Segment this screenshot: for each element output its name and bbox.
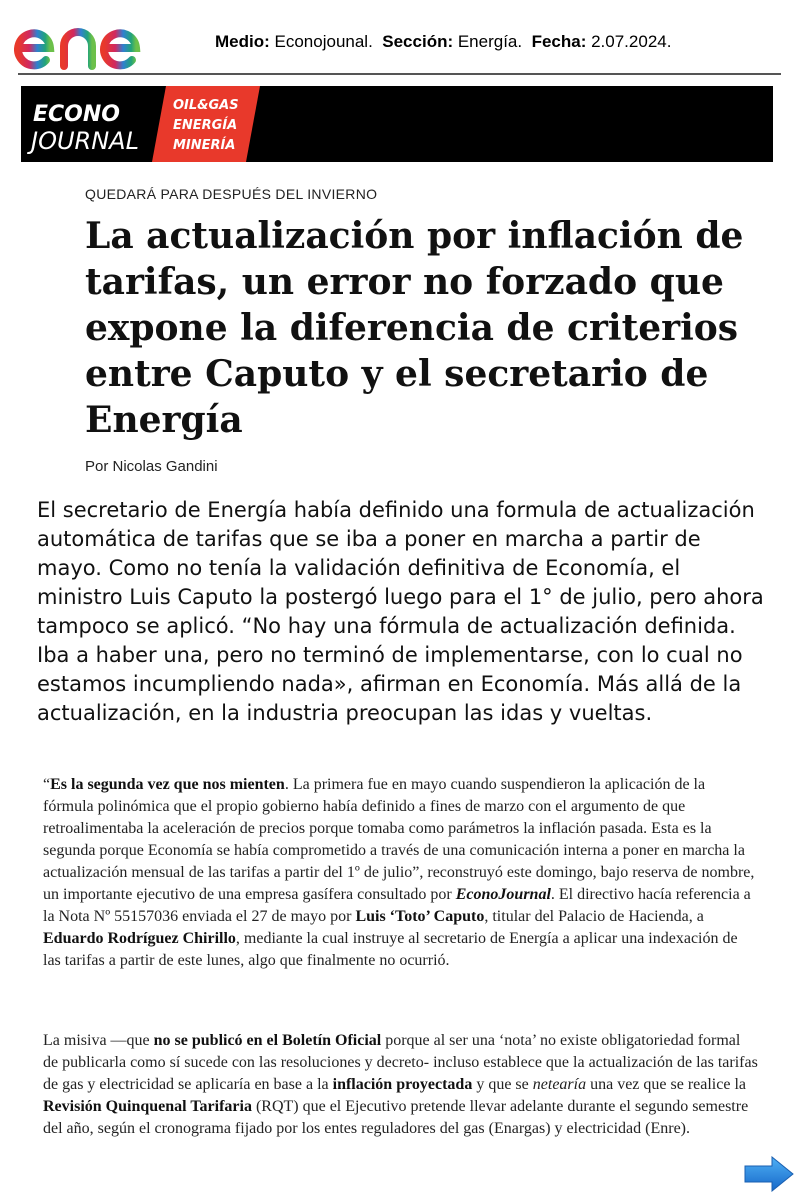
p2-text: La misiva —que bbox=[43, 1032, 154, 1049]
p1-bold-quote: Es la segunda vez que nos mienten bbox=[50, 776, 285, 793]
document-header bbox=[0, 0, 800, 76]
banner-econo: ECONO bbox=[33, 102, 120, 127]
header-divider bbox=[18, 73, 781, 75]
p1-text: . El directivo hacía referencia a la Nota Nº 55157036 enviada el 27 de mayo por bbox=[43, 886, 751, 925]
banner-journal: JOURNAL bbox=[31, 127, 139, 155]
p2-text: (RQT) que el Ejecutivo pretende llevar adelante durante el segundo semestre del año, según el cronograma fijado por los entes reguladores del gas (Enargas) y electricidad (Enre). bbox=[43, 1098, 749, 1137]
econojournal-banner bbox=[21, 86, 773, 162]
banner-sections bbox=[173, 96, 239, 156]
p2-bold-boletin: no se publicó en el Boletín Oficial bbox=[153, 1032, 382, 1049]
article-byline: Por Nicolas Gandini bbox=[85, 458, 218, 475]
medio-label: Medio: bbox=[215, 32, 270, 51]
medio-value: Econojounal. bbox=[269, 32, 373, 51]
p2-text: porque al ser una ‘nota’ no existe obligatoriedad formal de publicarla como sí sucede con las resoluciones y decreto- incluso establece que la actualización de las tarifas de gas y electricidad se aplicaría en base a la bbox=[43, 1032, 758, 1093]
article-paragraph-1 bbox=[43, 774, 758, 972]
banner-section-oilgas: OIL&GAS bbox=[173, 98, 239, 113]
p1-text: “ bbox=[43, 776, 51, 793]
document-meta bbox=[215, 32, 671, 52]
p1-person-caputo: Luis ‘Toto’ Caputo bbox=[355, 908, 485, 925]
fecha-value: 2.07.2024. bbox=[586, 32, 672, 51]
p1-text: , mediante la cual instruye al secretario de Energía a aplicar una indexación de las tarifas a partir de este lunes, algo que finalmente no ocurrió. bbox=[43, 930, 738, 969]
fecha-label: Fecha: bbox=[531, 32, 587, 51]
p2-bold-rqt: Revisión Quinquenal Tarifaria bbox=[43, 1098, 252, 1115]
seccion-value: Energía. bbox=[453, 32, 523, 51]
p1-publication-name: EconoJournal bbox=[455, 886, 551, 903]
p1-text: . La primera fue en mayo cuando suspendieron la aplicación de la fórmula polinómica que el propio gobierno había definido a fines de marzo con el argumento de que retroalimentaba la aceleración de precios porque tomaba como parámetros la inflación pasada. Esta es la segunda porque Economía se había comprometido a través de una comunicación interna a poner en marcha la actualización mensual de las tarifas a partir del 1º de julio”, reconstruyó este domingo, bajo reserva de nombre, un importante ejecutivo de una empresa gasífera consultado por bbox=[43, 776, 755, 903]
banner-section-mineria: MINERÍA bbox=[173, 138, 236, 153]
article-paragraph-2 bbox=[43, 1030, 758, 1140]
article-kicker: QUEDARÁ PARA DESPUÉS DEL INVIERNO bbox=[85, 186, 378, 202]
p2-text: una vez que se realice la bbox=[586, 1076, 746, 1093]
p1-text: , titular del Palacio de Hacienda, a bbox=[484, 908, 704, 925]
arrow-right-icon[interactable] bbox=[744, 1156, 794, 1192]
p2-bold-inflacion: inflación proyectada bbox=[332, 1076, 473, 1093]
p2-italic-netearia: netearía bbox=[532, 1076, 587, 1093]
enel-logo bbox=[14, 8, 179, 70]
banner-section-energia: ENERGÍA bbox=[173, 118, 238, 133]
article-headline: La actualización por inflación de tarifas, un error no forzado que expone la diferencia de criterios entre Caputo y el secretario de Energía bbox=[85, 215, 744, 441]
article-lead: El secretario de Energía había definido una formula de actualización automática de tarifas que se iba a poner en marcha a partir de mayo. Como no tenía la validación definitiva de Economía, el ministro Luis Caputo la postergó luego para el 1° de julio, pero ahora tampoco se aplicó. “No hay una fórmula de actualización definida. Iba a haber una, pero no terminó de implementarse, con lo cual no estamos incumpliendo nada», afirman en Economía. Más allá de la actualización, en la industria preocupan las idas y vueltas. bbox=[37, 498, 764, 725]
seccion-label: Sección: bbox=[382, 32, 454, 51]
p1-person-chirillo: Eduardo Rodríguez Chirillo bbox=[43, 930, 236, 947]
p2-text: y que se bbox=[472, 1076, 533, 1093]
